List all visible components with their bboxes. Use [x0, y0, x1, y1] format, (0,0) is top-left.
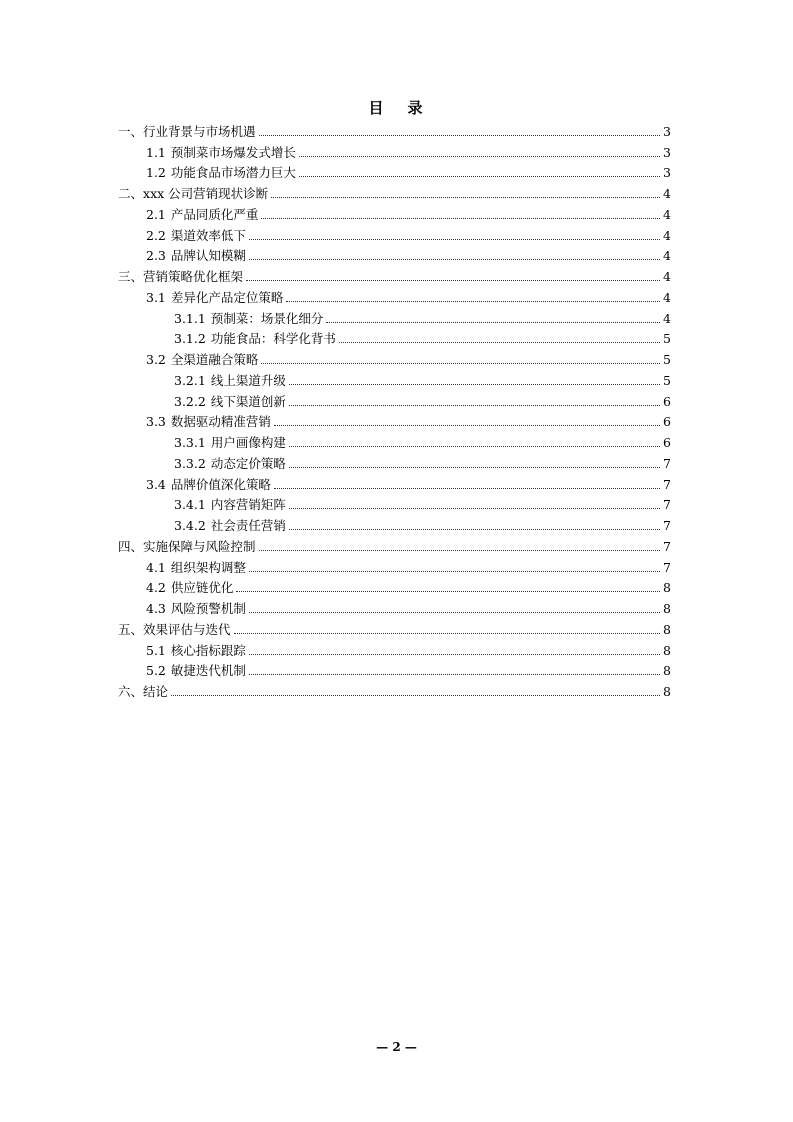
dot-leader — [299, 175, 660, 177]
toc-entry-number: 4.3 — [146, 601, 166, 616]
toc-entry-number: 3.3.1 — [174, 435, 206, 450]
toc-entry-page: 6 — [663, 393, 671, 409]
dot-leader — [299, 155, 660, 157]
toc-entry-page: 3 — [663, 165, 671, 181]
toc-entry-label: 预制菜：场景化细分 — [210, 310, 324, 326]
toc-entry-page: 7 — [663, 455, 671, 471]
toc-entry[interactable] — [118, 678, 671, 699]
toc-entry-page: 6 — [663, 435, 671, 450]
toc-entry-number: 五、 — [118, 621, 144, 637]
toc-entry[interactable] — [118, 284, 671, 305]
toc-entry[interactable] — [118, 533, 671, 554]
toc-entry[interactable] — [118, 429, 671, 450]
dot-leader — [271, 196, 660, 198]
dot-leader — [259, 134, 661, 136]
toc-entry-number: 3.2 — [146, 352, 166, 367]
dot-leader — [249, 611, 660, 613]
toc-entry-number: 二、 — [118, 186, 144, 201]
toc-entry-label: 用户画像构建 — [210, 435, 286, 450]
toc-entry-label: 供应链优化 — [170, 580, 234, 596]
dot-leader — [289, 466, 660, 468]
dot-leader — [171, 694, 660, 696]
toc-entry[interactable] — [118, 595, 671, 616]
toc-entry-number: 三、 — [118, 269, 144, 284]
toc-title-part1: 目 — [368, 99, 386, 117]
toc-entry[interactable] — [118, 616, 671, 637]
toc-title-part2: 录 — [407, 99, 425, 117]
dot-leader — [289, 507, 660, 509]
toc-entry-number: 六、 — [118, 684, 144, 699]
toc-entry[interactable] — [118, 471, 671, 492]
toc-entry-label: 风险预警机制 — [170, 601, 246, 616]
toc-entry-number: 5.1 — [146, 642, 166, 658]
dot-leader — [326, 321, 660, 323]
dot-leader — [289, 528, 660, 530]
toc-entry-label: 行业背景与市场机遇 — [143, 123, 256, 139]
toc-entry-label: 全渠道融合策略 — [170, 352, 259, 367]
toc-entry-label: 品牌价值深化策略 — [170, 476, 271, 492]
toc-entry-label: 组织架构调整 — [170, 559, 246, 575]
toc-entry[interactable] — [118, 575, 671, 596]
toc-entry-page: 4 — [663, 248, 671, 264]
toc-entry[interactable] — [118, 450, 671, 471]
toc-entry-page: 7 — [663, 559, 671, 575]
dot-leader — [234, 632, 661, 634]
toc-entry-number: 2.1 — [146, 206, 166, 222]
toc-entry[interactable] — [118, 222, 671, 243]
dot-leader — [249, 653, 660, 655]
toc-entry-label: 差异化产品定位策略 — [170, 289, 284, 305]
toc-entry-number: 2.3 — [146, 248, 166, 264]
toc-entry-page: 4 — [663, 289, 671, 305]
dot-leader — [289, 404, 660, 406]
toc-entry[interactable] — [118, 658, 671, 679]
toc-entry-number: 3.2.1 — [174, 372, 206, 388]
toc-entry-number: 3.1 — [146, 289, 166, 305]
toc-entry-page: 8 — [663, 663, 671, 679]
toc-entry-number: 3.1.2 — [174, 331, 206, 347]
toc-entry[interactable] — [118, 326, 671, 347]
toc-entry-page: 8 — [663, 621, 671, 637]
dot-leader — [249, 258, 660, 260]
toc-entry-page: 5 — [663, 331, 671, 347]
toc-title — [0, 97, 793, 118]
toc-entry-number: 一、 — [118, 123, 144, 139]
toc-entry-page: 3 — [663, 144, 671, 160]
toc-entry-number: 5.2 — [146, 663, 166, 679]
toc-entry-number: 3.4 — [146, 476, 166, 492]
toc-entry[interactable] — [118, 243, 671, 264]
toc-entry-label: 品牌认知模糊 — [170, 248, 246, 264]
toc-entry-label: 功能食品市场潜力巨大 — [170, 165, 296, 181]
toc-entry-label: 数据驱动精准营销 — [170, 414, 271, 430]
toc-entry[interactable] — [118, 512, 671, 533]
toc-entry[interactable] — [118, 492, 671, 513]
toc-entry-label: 敏捷迭代机制 — [170, 663, 246, 679]
toc-entry-number: 4.1 — [146, 559, 166, 575]
toc-entry-page: 4 — [663, 227, 671, 243]
toc-entry[interactable] — [118, 637, 671, 658]
dot-leader — [286, 300, 660, 302]
dot-leader — [289, 383, 660, 385]
toc-entry-page: 4 — [663, 186, 671, 201]
toc-entry-number: 4.2 — [146, 580, 166, 596]
toc-entry-number: 四、 — [118, 538, 144, 554]
toc-entry[interactable] — [118, 554, 671, 575]
toc-entry-label: 线下渠道创新 — [210, 393, 286, 409]
toc-entry-label: 渠道效率低下 — [170, 227, 246, 243]
dot-leader — [236, 590, 660, 592]
toc-entry-label: xxx 公司营销现状诊断 — [143, 186, 269, 201]
toc-entry-page: 7 — [663, 497, 671, 513]
dot-leader — [274, 424, 660, 426]
toc-entry-label: 内容营销矩阵 — [210, 497, 286, 513]
toc-entry-page: 7 — [663, 518, 671, 533]
toc-entry-page: 5 — [663, 352, 671, 367]
toc-entry-page: 8 — [663, 601, 671, 616]
toc-entry[interactable] — [118, 139, 671, 160]
dot-leader — [246, 279, 660, 281]
toc-entry-number: 3.2.2 — [174, 393, 206, 409]
toc-entry-label: 核心指标跟踪 — [170, 642, 246, 658]
page-number: — 2 — — [376, 1040, 417, 1054]
toc-entry-page: 5 — [663, 372, 671, 388]
toc-entry[interactable] — [118, 201, 671, 222]
toc-entry-number: 1.1 — [146, 144, 166, 160]
toc-entry-label: 结论 — [143, 684, 169, 699]
toc-entry-label: 效果评估与迭代 — [143, 621, 231, 637]
toc-entry-page: 8 — [663, 580, 671, 596]
dot-leader — [249, 238, 660, 240]
toc-entry-label: 功能食品：科学化背书 — [210, 331, 336, 347]
toc-entry-number: 3.3.2 — [174, 455, 206, 471]
toc-entry-page: 7 — [663, 476, 671, 492]
toc-entry-page: 4 — [663, 206, 671, 222]
toc-entry[interactable] — [118, 160, 671, 181]
toc-entry-number: 3.1.1 — [174, 310, 206, 326]
toc-entry-label: 营销策略优化框架 — [143, 269, 244, 284]
dot-leader — [274, 487, 660, 489]
toc-entry-page: 8 — [663, 684, 671, 699]
toc-entry-page: 3 — [663, 123, 671, 139]
toc-entry-page: 6 — [663, 414, 671, 430]
toc-entry-page: 8 — [663, 642, 671, 658]
toc-entry-label: 社会责任营销 — [210, 518, 286, 533]
toc-entry-page: 4 — [663, 310, 671, 326]
toc-entry-number: 3.4.1 — [174, 497, 206, 513]
toc-entry[interactable] — [118, 305, 671, 326]
toc-entry-label: 产品同质化严重 — [170, 206, 259, 222]
dot-leader — [339, 341, 660, 343]
dot-leader — [261, 362, 660, 364]
dot-leader — [261, 217, 660, 219]
toc-entry-label: 线上渠道升级 — [210, 372, 286, 388]
toc-entry[interactable] — [118, 367, 671, 388]
toc-entry[interactable] — [118, 388, 671, 409]
dot-leader — [249, 570, 660, 572]
toc-entry-number: 1.2 — [146, 165, 166, 181]
toc-entry[interactable] — [118, 263, 671, 284]
dot-leader — [249, 673, 660, 675]
toc-entry-number: 3.4.2 — [174, 518, 206, 533]
dot-leader — [259, 549, 661, 551]
toc-entry[interactable] — [118, 409, 671, 430]
toc-entry[interactable] — [118, 346, 671, 367]
toc-entry[interactable] — [118, 180, 671, 201]
table-of-contents — [118, 118, 671, 699]
toc-entry-number: 3.3 — [146, 414, 166, 430]
toc-entry[interactable] — [118, 118, 671, 139]
toc-entry-label: 实施保障与风险控制 — [143, 538, 256, 554]
dot-leader — [289, 445, 660, 447]
toc-entry-number: 2.2 — [146, 227, 166, 243]
toc-entry-label: 动态定价策略 — [210, 455, 286, 471]
toc-entry-label: 预制菜市场爆发式增长 — [170, 144, 296, 160]
toc-entry-page: 4 — [663, 269, 671, 284]
toc-entry-page: 7 — [663, 538, 671, 554]
